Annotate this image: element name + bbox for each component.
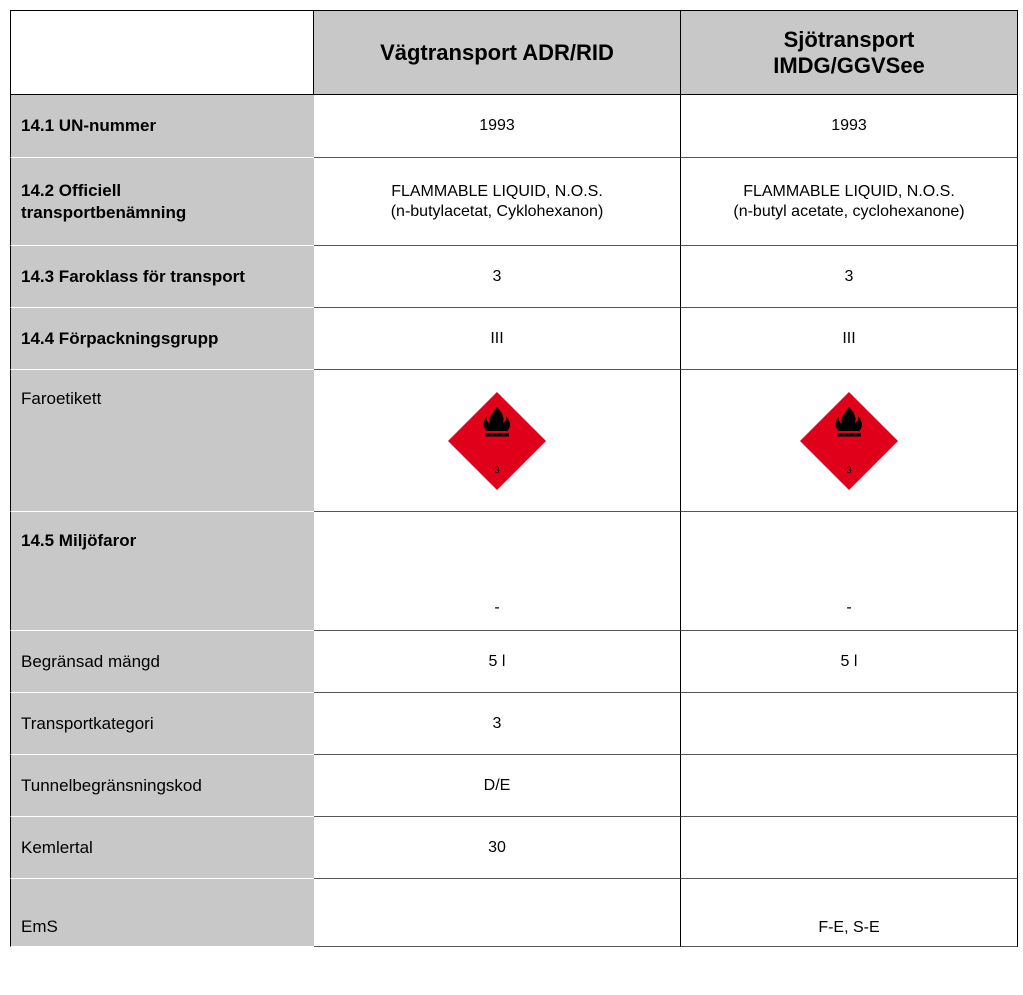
ems-label: EmS bbox=[10, 879, 314, 947]
table-row-kemler bbox=[10, 817, 1018, 879]
header-road-transport: Vägtransport ADR/RID bbox=[314, 10, 681, 95]
shipping-name-sea-line1: FLAMMABLE LIQUID, N.O.S. bbox=[743, 182, 955, 200]
header-empty-cell bbox=[10, 10, 314, 95]
shipping-name-sea-line2: (n-butyl acetate, cyclohexanone) bbox=[733, 202, 965, 220]
ems-sea: F-E, S-E bbox=[681, 879, 1018, 947]
transport-category-sea bbox=[681, 693, 1018, 755]
ems-road bbox=[314, 879, 681, 947]
hazard-class-road: 3 bbox=[314, 246, 681, 308]
table-row-un-number bbox=[10, 95, 1018, 158]
hazard-class-sea: 3 bbox=[681, 246, 1018, 308]
un-number-label: 14.1 UN-nummer bbox=[10, 95, 314, 158]
shipping-name-label-line2: transportbenämning bbox=[21, 202, 187, 222]
env-hazards-sea: - bbox=[681, 512, 1018, 631]
packing-group-road: III bbox=[314, 308, 681, 370]
hazard-label-label: Faroetikett bbox=[10, 370, 314, 512]
hazard-label-road bbox=[314, 370, 681, 512]
transport-category-label: Transportkategori bbox=[10, 693, 314, 755]
header-sea-line2: IMDG/GGVSee bbox=[773, 52, 925, 78]
tunnel-code-label: Tunnelbegränsningskod bbox=[10, 755, 314, 817]
kemler-sea bbox=[681, 817, 1018, 879]
shipping-name-road-line2: (n-butylacetat, Cyklohexanon) bbox=[390, 202, 604, 220]
table-row-hazard-label bbox=[10, 370, 1018, 512]
env-hazards-road: - bbox=[314, 512, 681, 631]
tunnel-code-sea bbox=[681, 755, 1018, 817]
table-row-ems bbox=[10, 879, 1018, 947]
table-row-hazard-class bbox=[10, 246, 1018, 308]
pictogram-number-sea: 3 bbox=[846, 464, 852, 475]
env-hazards-label: 14.5 Miljöfaror bbox=[10, 512, 314, 631]
shipping-name-road bbox=[314, 158, 681, 246]
table-header-row bbox=[10, 10, 1018, 95]
shipping-name-sea bbox=[681, 158, 1018, 246]
header-sea-line1: Sjötransport bbox=[783, 26, 915, 52]
shipping-name-label bbox=[10, 158, 314, 246]
table-row-transport-category bbox=[10, 693, 1018, 755]
pictogram-number-road: 3 bbox=[494, 464, 500, 475]
hazard-label-sea bbox=[681, 370, 1018, 512]
table-row-shipping-name bbox=[10, 158, 1018, 246]
table-row-packing-group bbox=[10, 308, 1018, 370]
tunnel-code-road: D/E bbox=[314, 755, 681, 817]
flammable-liquid-class-3-icon bbox=[799, 391, 899, 491]
un-number-sea: 1993 bbox=[681, 95, 1018, 158]
limited-quantity-road: 5 l bbox=[314, 631, 681, 693]
limited-quantity-label: Begränsad mängd bbox=[10, 631, 314, 693]
transport-info-table bbox=[10, 10, 1018, 947]
table-row-env-hazards bbox=[10, 512, 1018, 631]
packing-group-label: 14.4 Förpackningsgrupp bbox=[10, 308, 314, 370]
header-sea-transport bbox=[681, 10, 1018, 95]
table-row-tunnel-code bbox=[10, 755, 1018, 817]
table-row-limited-quantity bbox=[10, 631, 1018, 693]
un-number-road: 1993 bbox=[314, 95, 681, 158]
kemler-label: Kemlertal bbox=[10, 817, 314, 879]
flammable-liquid-class-3-icon bbox=[447, 391, 547, 491]
packing-group-sea: III bbox=[681, 308, 1018, 370]
transport-category-road: 3 bbox=[314, 693, 681, 755]
shipping-name-road-line1: FLAMMABLE LIQUID, N.O.S. bbox=[391, 182, 603, 200]
shipping-name-label-line1: 14.2 Officiell bbox=[21, 180, 122, 200]
hazard-class-label: 14.3 Faroklass för transport bbox=[10, 246, 314, 308]
limited-quantity-sea: 5 l bbox=[681, 631, 1018, 693]
kemler-road: 30 bbox=[314, 817, 681, 879]
